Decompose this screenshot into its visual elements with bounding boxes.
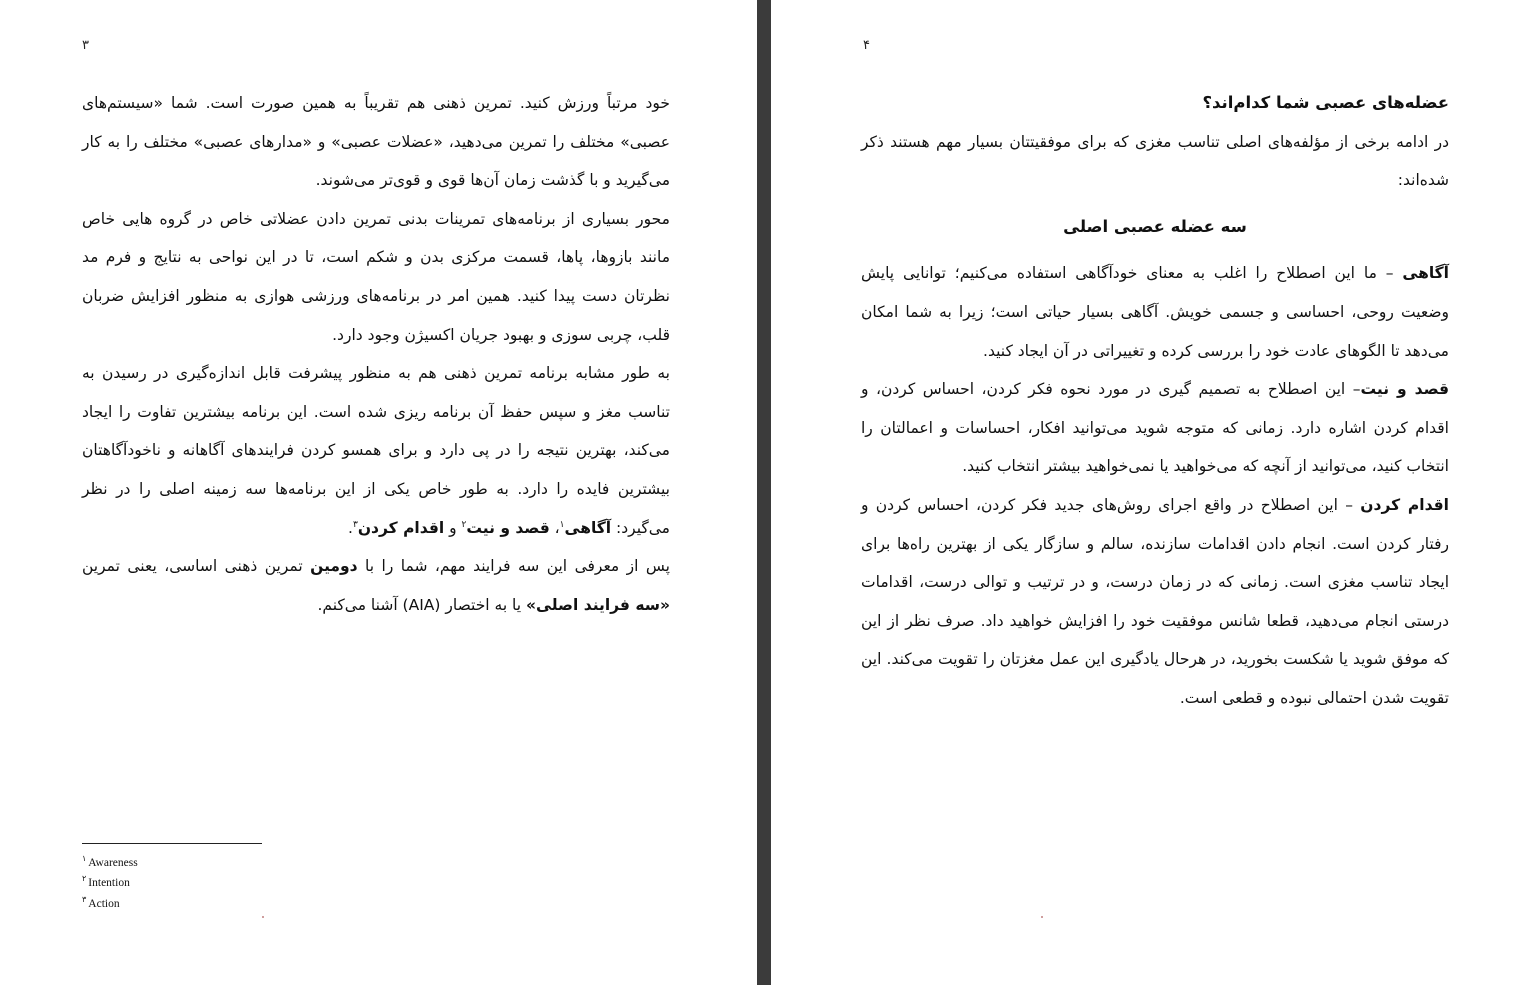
bold-word: دومین [310, 557, 358, 576]
footnote-item [82, 851, 138, 871]
term-awareness: آگاهی [564, 518, 612, 537]
footnote-ref[interactable]: ۳ [352, 519, 358, 530]
paragraph: محور بسیاری از برنامه‌های تمرینات بدنی تمرین دادن عضلاتی خاص در گروه هایی خاص مانند بازوها، پاها، قسمت مرکزی بدن و شکم است، تا در این نواحی به نتایج و فرم مد نظرتان دست پیدا کنید. همین امر در برنامه‌های ورزشی هوازی به منظور افزایش ضربان قلب، چربی سوزی و بهبود جریان اکسیژن وجود دارد. [82, 209, 670, 344]
definition-paragraph [861, 486, 1449, 718]
paragraph-text: یا به اختصار (AIA) آشنا می‌کنم. [317, 595, 522, 614]
left-page [0, 0, 757, 985]
paragraph-text: تمرین ذهنی اساسی، یعنی تمرین [82, 557, 303, 576]
footnote-text: Action [88, 897, 120, 910]
paragraph [82, 547, 670, 624]
footnotes [82, 851, 138, 912]
right-page [771, 0, 1536, 985]
spacer [861, 200, 1449, 208]
footnote-item [82, 892, 138, 912]
footnote-ref[interactable]: ۱ [559, 519, 565, 530]
page-number: ۳ [82, 38, 89, 53]
definition-paragraph [861, 370, 1449, 486]
definition-text: – این اصطلاح در واقع اجرای روش‌های جدید فکر کردن، احساس کردن و رفتار کردن است. انجام دادن اقدامات سازنده، سالم و سازگار یکی از بهترین راه‌ها برای ایجاد تناسب مغزی است. زمانی که در زمان درست، و در ترتیب و توالی درست، اقدامات درستی انجام می‌دهید، قطعا شانس موفقیت خود را افزایش خواهید داد. صرف نظر از این که موفق شوید یا شکست بخورید، در هرحال یادگیری این عمل مغزتان را تقویت می‌کند. این تقویت شدن احتمالی نبوده و قطعی است. [861, 495, 1449, 707]
subsection-heading: سه عضله عصبی اصلی [1063, 216, 1247, 236]
footnote-mark: ۳ [82, 894, 87, 904]
term-action: اقدام کردن [357, 518, 445, 537]
paragraph: به طور مشابه برنامه تمرین ذهنی هم به منظور پیشرفت قابل اندازه‌گیری در رسیدن به تناسب مغز و سپس حفظ آن برنامه ریزی شده است. این برنامه بیشترین تفاوت را ایجاد می‌کند، بهترین نتیجه را در پی دارد و برای همسو کردن فرایندهای آگاهانه و ناخودآگاهتان بیشترین فایده را دارد. به طور خاص یکی از این برنامه‌ها سه زمینه اصلی را در نظر می‌گیرد: آگاهی$^۱$، قصد و نیت$^۲$ و اقدام کردن$^۳$. [82, 364, 670, 537]
footnote-item [82, 871, 138, 891]
footnote-mark: ۱ [82, 854, 87, 863]
term-awareness: آگاهی [1402, 264, 1449, 283]
scan-speck [1041, 916, 1043, 918]
bold-phrase: «سه فرایند اصلی» [526, 595, 670, 614]
paragraph-text: پس از معرفی این سه فرایند مهم، شما را با [365, 557, 670, 576]
definition-text: – ما این اصطلاح را اغلب به معنای خودآگاهی استفاده می‌کنیم؛ توانایی پایش وضعیت روحی، احساسی و جسمی خویش. آگاهی بسیار حیاتی است؛ زیرا به شما امکان می‌دهد تا الگوهای عادت خود را بررسی کرده و تغییراتی در آن ایجاد کنید. [861, 264, 1449, 360]
page-gutter [757, 0, 771, 985]
page-number: ۴ [863, 38, 870, 53]
left-page-text [82, 84, 670, 624]
footnote-text: Intention [88, 877, 130, 890]
definition-text: – این اصطلاح به تصمیم گیری در مورد نحوه فکر کردن، احساس کردن، و اقدام کردن اشاره دارد. زمانی که متوجه شوید می‌توانید افکار، احساسات و اعمالتان را انتخاب کنید، می‌توانید از آنچه که می‌خواهید یا نمی‌خواهید بیشتر انتخاب کنید. [861, 380, 1449, 476]
paragraph: در ادامه برخی از مؤلفه‌های اصلی تناسب مغزی که برای موفقیتتان بسیار مهم هستند ذکر شده‌اند: [861, 132, 1449, 190]
paragraph-text: به طور مشابه برنامه تمرین ذهنی هم به منظور پیشرفت قابل اندازه‌گیری در رسیدن به تناسب مغز و سپس حفظ آن برنامه ریزی شده است. این برنامه بیشترین تفاوت را ایجاد می‌کند، بهترین نتیجه را در پی دارد و برای همسو کردن فرایندهای آگاهانه و ناخودآگاهتان بیشترین فایده را دارد. به طور خاص یکی از این برنامه‌ها سه زمینه اصلی را در نظر می‌گیرد: [82, 364, 670, 537]
scan-speck [262, 916, 264, 918]
term-intention: قصد و نیت [1360, 380, 1449, 399]
footnote-divider [82, 843, 262, 844]
section-heading: عضله‌های عصبی شما کدام‌اند؟ [1202, 93, 1449, 112]
term-intention: قصد و نیت [466, 518, 550, 537]
right-page-text [861, 84, 1449, 718]
conjunction: و [449, 518, 457, 537]
paragraph: خود مرتباً ورزش کنید. تمرین ذهنی هم تقریباً به همین صورت است. شما «سیستم‌های عصبی» مختلف را تمرین می‌دهید، «عضلات عصبی» و «مدارهای عصبی» مختلف را به کار می‌گیرید و با گذشت زمان آن‌ها قوی و قوی‌تر می‌شوند. [82, 94, 670, 190]
footnote-text: Awareness [88, 856, 138, 869]
footnote-mark: ۲ [82, 874, 87, 884]
definition-paragraph [861, 254, 1449, 370]
spacer [861, 246, 1449, 254]
term-action: اقدام کردن [1360, 495, 1449, 514]
footnote-ref[interactable]: ۲ [461, 519, 467, 530]
